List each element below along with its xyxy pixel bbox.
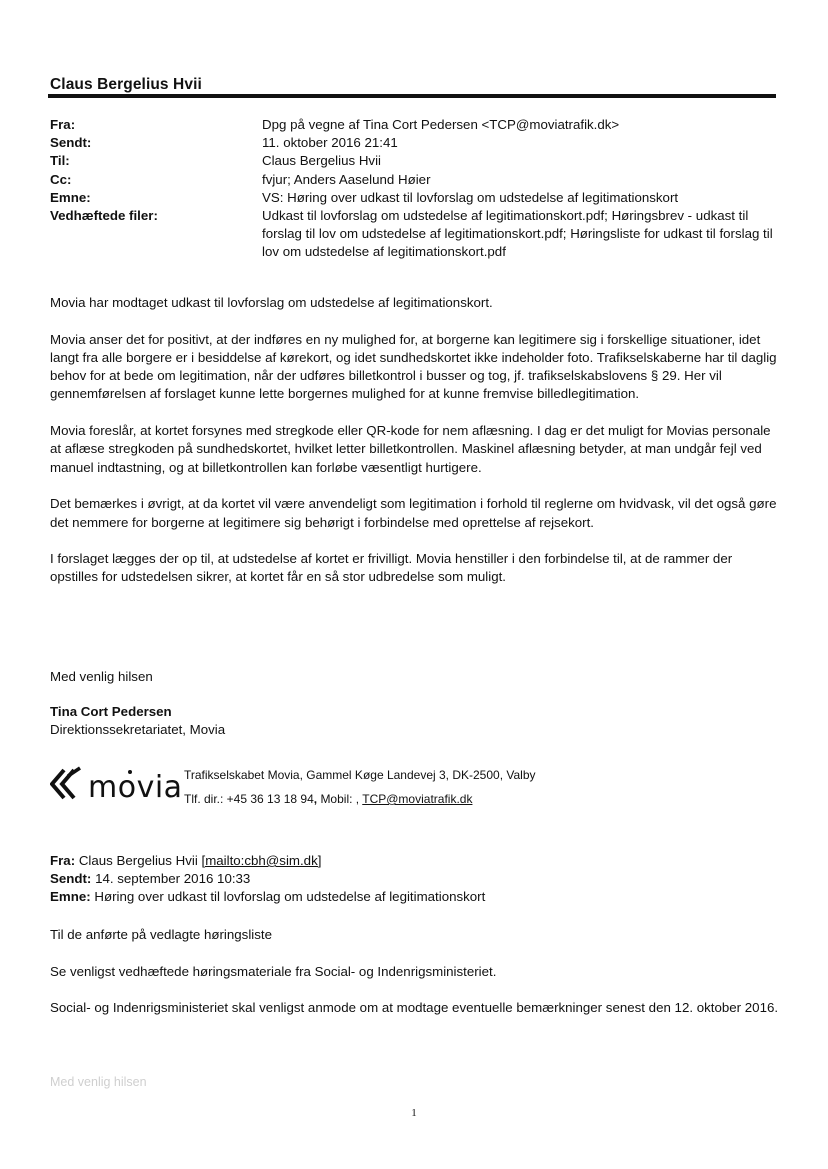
forwarded-subject-value: Høring over udkast til lovforslag om udstedelse af legitimationskort (94, 889, 486, 905)
header-label: Til: (50, 153, 70, 169)
mailbox-owner-name: Claus Bergelius Hvii (50, 76, 202, 93)
body-paragraph: Movia har modtaget udkast til lovforslag om udstedelse af legitimationskort. (50, 295, 493, 310)
forwarded-from-value: Claus Bergelius Hvii (78, 853, 198, 868)
forwarded-paragraph: Social- og Indenrigsministeriet skal venligst anmode om at modtage eventuelle bemærkninger senest den 12. oktober 2016. (50, 1000, 779, 1016)
forwarded-subject-row (50, 888, 782, 906)
attachments-list: Udkast til lovforslag om udstedelse af legitimationskort.pdf; Høringsbrev - udkast til forslag til lov om udstedelse af legitimationskort.pdf; Høringsliste for udkast til forslag til lov om udstedelse af legitimationskort.pdf (262, 208, 773, 260)
header-row-from (50, 116, 780, 134)
signature-department: Direktionssekretariatet, Movia (50, 722, 226, 737)
header-label: Sendt: (50, 135, 92, 151)
movia-logo (50, 764, 183, 808)
company-address: Trafikselskabet Movia, Gammel Køge Landevej 3, DK-2500, Valby (184, 768, 536, 782)
header-label: Fra: (50, 117, 76, 132)
body-paragraph: Movia anser det for positivt, at der indføres en ny mulighed for, at borgerne kan legitimere sig i forskellige situationer, idet langt fra alle borgere er i besiddelse af kørekort, og idet sundhedskortet ikke indeholder foto. Trafikselskaberne har til daglig behov for at bede om legitimation, når der udføres billetkontrol i busser og tog, jf. trafikselskabslovens § 29. Her vil gennemførelsen af forslaget kunne lette borgernes mulighed for at kunne fremvise billedlegitimation. (50, 331, 777, 402)
page-number: 1 (411, 1107, 417, 1119)
forwarded-paragraph: Se venligst vedhæftede høringsmateriale fra Social- og Indenrigsministeriet. (50, 963, 497, 979)
header-row-to (50, 152, 780, 170)
forwarded-body (50, 926, 782, 1036)
header-row-attachments (50, 207, 780, 262)
forwarded-from-label: Fra: (50, 853, 76, 868)
closing-greeting: Med venlig hilsen (50, 669, 153, 684)
header-label: Emne: (50, 189, 91, 205)
email-body (50, 294, 782, 605)
signature-name: Tina Cort Pedersen (50, 704, 172, 719)
header-value: Dpg på vegne af Tina Cort Pedersen <TCP@moviatrafik.dk> (262, 117, 620, 132)
header-label: Vedhæftede filer: (50, 208, 158, 224)
forwarded-subject-label: Emne: (50, 889, 91, 905)
header-row-subject (50, 189, 780, 207)
forwarded-faded-closing: Med venlig hilsen (50, 1075, 147, 1089)
forwarded-sent-row (50, 870, 782, 888)
contact-phone: Tlf. dir.: +45 36 13 18 94 (184, 792, 314, 806)
contact-mobile: Mobil: , (320, 792, 360, 806)
forwarded-mailto-link[interactable]: [mailto:cbh@sim.dk] (201, 853, 322, 868)
header-value: 11. oktober 2016 21:41 (262, 135, 398, 151)
header-rule (48, 94, 776, 98)
movia-logo-wordmark: movia (88, 770, 183, 805)
body-paragraph: Movia foreslår, at kortet forsynes med stregkode eller QR-kode for nem aflæsning. I dag er det muligt for Movias personale at aflæse stregkoden på sundhedskortet, hvilket letter billetkontrollen. Maskinel aflæsning betyder, at man undgår fejl ved manuel indtastning, og at billetkontrollen kan forløbe væsentligt hurtigere. (50, 423, 771, 475)
forwarded-headers (50, 852, 782, 907)
email-headers (50, 116, 780, 262)
forwarded-paragraph: Til de anførte på vedlagte høringsliste (50, 927, 272, 942)
company-contact-line: Tlf. dir.: +45 36 13 18 94, Mobil: , TCP@moviatrafik.dk (184, 792, 473, 806)
header-label: Cc: (50, 171, 72, 187)
body-paragraph: I forslaget lægges der op til, at udstedelse af kortet er frivilligt. Movia henstiller i den forbindelse til, at de rammer der opstilles for udstedelsen sikrer, at kortet får en så stor udbredelse som muligt. (50, 551, 733, 585)
forwarded-from-row (50, 852, 782, 870)
header-value: Claus Bergelius Hvii (262, 153, 381, 169)
forwarded-sent-value: 14. september 2016 10:33 (95, 871, 251, 887)
header-row-cc (50, 171, 780, 189)
header-value: VS: Høring over udkast til lovforslag om udstedelse af legitimationskort (262, 189, 679, 205)
header-row-sent (50, 134, 780, 152)
body-paragraph: Det bemærkes i øvrigt, at da kortet vil være anvendeligt som legitimation i forhold til reglerne om hvidvask, vil det også gøre det nemmere for borgerne at legitimere sig behørigt i forbindelse med oprettelse af rejsekort. (50, 496, 777, 530)
contact-email-link[interactable]: TCP@moviatrafik.dk (362, 792, 473, 806)
forwarded-sent-label: Sendt: (50, 871, 92, 887)
header-value: fvjur; Anders Aaselund Høier (262, 171, 431, 187)
